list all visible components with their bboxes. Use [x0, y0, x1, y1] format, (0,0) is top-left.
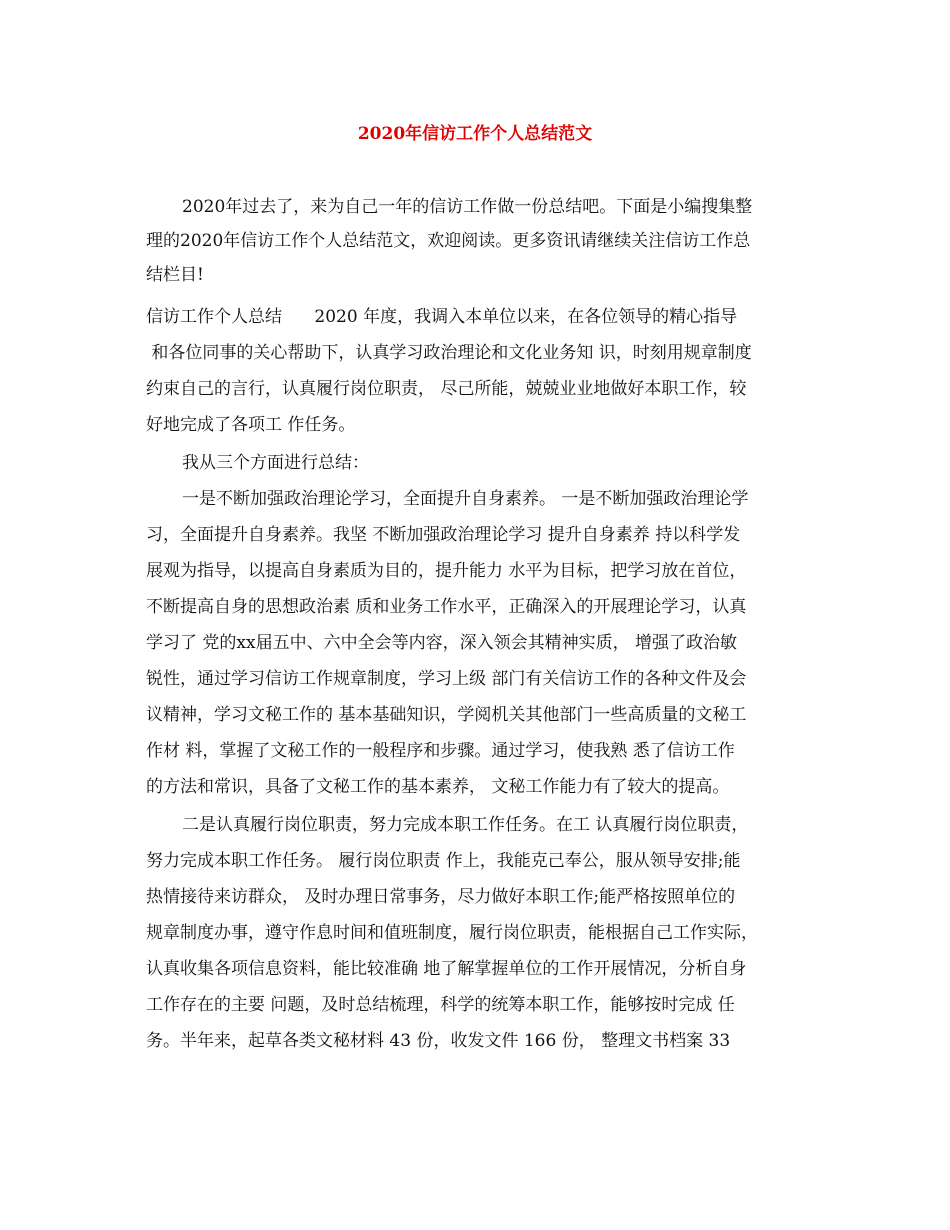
text-line: 习，全面提升自身素养。我坚 不断加强政治理论学习 提升自身素养 持以科学发 — [146, 525, 741, 545]
text-line: 信访工作个人总结 2020 年度，我调入本单位以来，在各位领导的精心指导 — [146, 307, 738, 327]
text-line: 议精神，学习文秘工作的 基本基础知识，学阅机关其他部门一些高质量的文秘工 — [146, 705, 747, 725]
text-line: 不断提高自身的思想政治素 质和业务工作水平，正确深入的开展理论学习，认真 — [146, 597, 747, 617]
text-line: 学习了 党的xx届五中、六中全会等内容，深入领会其精神实质， 增强了政治敏 — [146, 633, 737, 653]
text-line: 工作存在的主要 问题，及时总结梳理，科学的统筹本职工作，能够按时完成 任 — [146, 995, 735, 1015]
text-line: 约束自己的言行，认真履行岗位职责， 尽己所能，兢兢业业地做好本职工作，较 — [146, 379, 747, 399]
text-line: 二是认真履行岗位职责，努力完成本职工作任务。在工 认真履行岗位职责， — [182, 815, 749, 835]
text-line: 好地完成了各项工 作任务。 — [146, 415, 356, 435]
text-line: 理的2020年信访工作个人总结范文，欢迎阅读。更多资讯请继续关注信访工作总 — [146, 231, 751, 251]
text-line: 的方法和常识，具备了文秘工作的基本素养， 文秘工作能力有了较大的提高。 — [146, 777, 730, 797]
text-line: 锐性，通过学习信访工作规章制度，学习上级 部门有关信访工作的各种文件及会 — [146, 669, 747, 689]
text-line: 和各位同事的关心帮助下，认真学习政治理论和文化业务知 识，时刻用规章制度 — [146, 343, 752, 363]
text-line: 作材 料，掌握了文秘工作的一般程序和步骤。通过学习，使我熟 悉了信访工作 — [146, 741, 735, 761]
text-line: 热情接待来访群众， 及时办理日常事务，尽力做好本职工作;能严格按照单位的 — [146, 887, 736, 907]
text-line: 务。半年来，起草各类文秘材料 43 份，收发文件 166 份， 整理文书档案 33 — [146, 1031, 731, 1051]
text-line: 2020年过去了，来为自己一年的信访工作做一份总结吧。下面是小编搜集整 — [182, 197, 753, 217]
text-line: 一是不断加强政治理论学习，全面提升自身素养。 一是不断加强政治理论学 — [182, 489, 749, 509]
text-line: 认真收集各项信息资料，能比较准确 地了解掌握单位的工作开展情况，分析自身 — [146, 959, 747, 979]
text-line: 结栏目! — [146, 265, 204, 285]
text-line: 我从三个方面进行总结： — [182, 453, 369, 473]
text-line: 规章制度办事，遵守作息时间和值班制度，履行岗位职责，能根据自己工作实际， — [146, 923, 758, 943]
document-title: 2020年信访工作个人总结范文 — [357, 124, 593, 144]
text-line: 努力完成本职工作任务。 履行岗位职责 作上，我能克己奉公，服从领导安排;能 — [146, 851, 741, 871]
text-line: 展观为指导，以提高自身素质为目的，提升能力 水平为目标，把学习放在首位， — [146, 561, 747, 581]
